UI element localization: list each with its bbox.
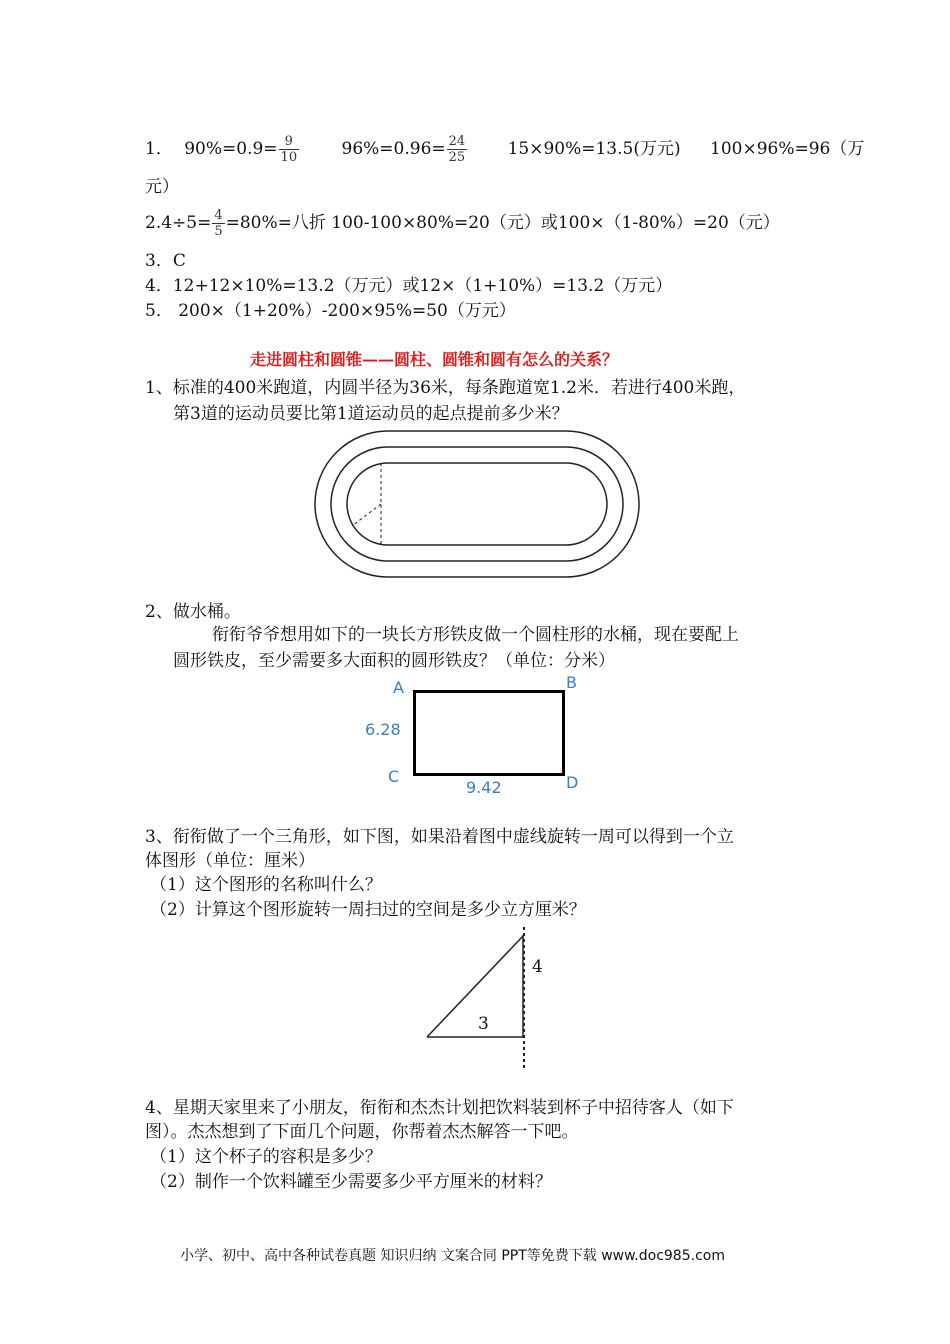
question-1-line-2: 第3道的运动员要比第1道运动员的起点提前多少米？ <box>173 404 569 424</box>
question-2-line-2: 衔衔爷爷想用如下的一块长方形铁皮做一个圆柱形的水桶，现在要配上 <box>212 625 739 645</box>
track-inner-lane <box>347 463 607 545</box>
fraction-9-10: $\frac{9}{10}$ <box>280 134 298 165</box>
triangle-height-label: 4 <box>532 957 543 977</box>
answer-line-4: 4．12+12×10%=13.2（万元）或12×（1+10%）=13.2（万元） <box>145 276 673 296</box>
question-2-line-3: 圆形铁皮，至少需要多大面积的圆形铁皮？（单位：分米） <box>173 651 615 671</box>
question-4-line-1: 4、星期天家里来了小朋友，衔衔和杰杰计划把饮料装到杯子中招待客人（如下 <box>145 1098 734 1118</box>
question-3-line-1: 3、衔衔做了一个三角形，如下图，如果沿着图中虚线旋转一周可以得到一个立 <box>145 827 734 847</box>
question-3-sub-2: （2）计算这个图形旋转一周扫过的空间是多少立方厘米？ <box>150 900 586 920</box>
answer-line-3: 3．C <box>145 251 186 271</box>
label-bottom-length: 9.42 <box>466 778 502 797</box>
triangle-hypotenuse <box>427 935 524 1037</box>
fraction-4-5: $\frac{4}{5}$ <box>214 208 223 239</box>
running-track-figure <box>312 428 642 580</box>
answer-1-part3: 15×90%=13.5(万元) <box>507 139 681 159</box>
fraction-24-25: $\frac{24}{25}$ <box>448 134 466 165</box>
answer-line-2 <box>145 208 780 239</box>
question-4-line-2: 图）。杰杰想到了下面几个问题，你帮着杰杰解答一下吧。 <box>145 1122 579 1142</box>
answer-1-part1: 90%=0.9= <box>184 139 278 159</box>
answer-2-part2: =80%=八折 100-100×80%=20（元）或100×（1-80%）=20（元） <box>225 213 780 233</box>
label-a: A <box>393 678 404 697</box>
question-2-line-1: 2、做水桶。 <box>145 602 241 622</box>
rectangle-iron-sheet <box>413 690 565 776</box>
track-radius-dashed-line <box>352 504 381 526</box>
label-d: D <box>566 773 579 792</box>
answer-1-continuation: 元） <box>145 177 179 197</box>
label-side-length: 6.28 <box>365 720 401 739</box>
answer-1-part2: 96%=0.96= <box>341 139 446 159</box>
question-4-sub-2: （2）制作一个饮料罐至少需要多少平方厘米的材料？ <box>150 1172 552 1192</box>
track-middle-lane <box>331 447 623 561</box>
triangle-figure <box>420 925 560 1070</box>
triangle-base-label: 3 <box>478 1014 489 1034</box>
answer-1-part4: 100×96%=96（万 <box>710 139 865 159</box>
question-1-line-1: 1、标准的400米跑道，内圆半径为36米，每条跑道宽1.2米．若进行400米跑， <box>145 378 746 398</box>
section-title: 走进圆柱和圆锥——圆柱、圆锥和圆有怎么的关系？ <box>250 350 619 369</box>
label-c: C <box>388 767 400 786</box>
label-b: B <box>566 673 577 692</box>
page-footer: 小学、初中、高中各种试卷真题 知识归纳 文案合同 PPT等免费下载 www.doc985.com <box>180 1248 725 1264</box>
question-3-sub-1: （1）这个图形的名称叫什么？ <box>150 875 382 895</box>
answer-line-1 <box>145 134 864 165</box>
answer-line-5: 5． 200×（1+20%）-200×95%=50（万元） <box>145 301 516 321</box>
question-3-line-2: 体图形（单位：厘米） <box>145 851 315 871</box>
answer-2-part1: 2.4÷5= <box>145 213 212 233</box>
question-4-sub-1: （1）这个杯子的容积是多少？ <box>150 1147 382 1167</box>
answer-1-number: 1． <box>145 139 173 159</box>
